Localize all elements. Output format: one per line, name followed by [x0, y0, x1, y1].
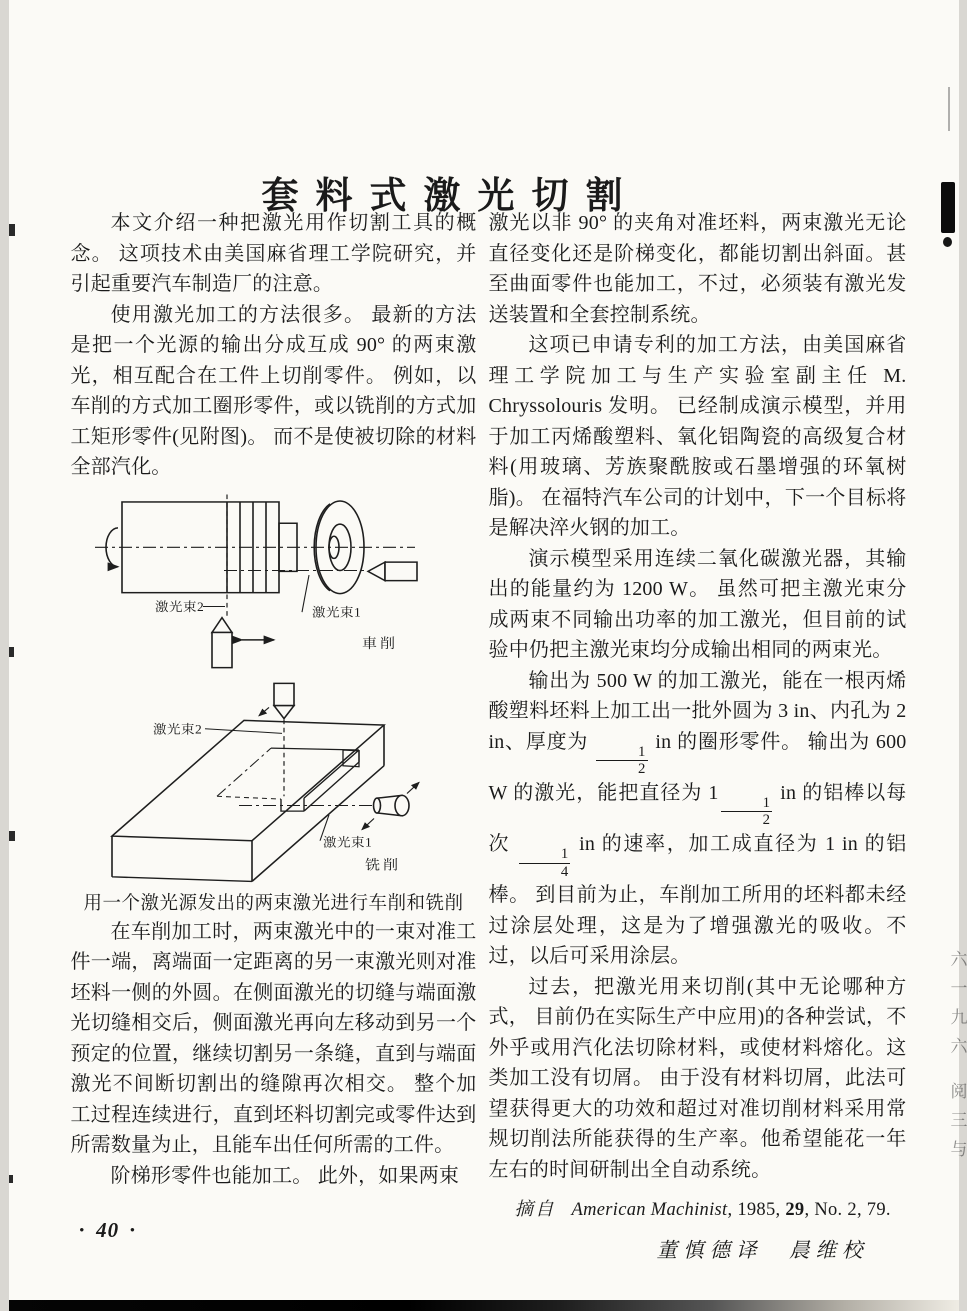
paragraph-with-fractions: 输出为 500 W 的加工激光，能在一根丙烯酸塑料坯料上加工出一批外圆为 3 in、内孔为 2 in、厚度为 $\frac{1}{2}$ in 的圈形零件。 输出为 600 W 的激光，能把直径为 1 $\frac{1}{2}$ in 的铝棒以每次 $\frac{1}{4}$ in 的速率，加工成直径为 1 in 的铝棒。 到目前为止，车削加工所用的坯料都未经过涂层处理，这是为了增强激光的吸收。不过，以后可采用涂层。 [488, 669, 907, 968]
page-number-dot: • [130, 1222, 136, 1237]
slab-sides [112, 725, 384, 881]
scan-edge-tick [9, 647, 14, 657]
left-column [71, 208, 477, 1191]
milling-nozzle-2-body [274, 683, 294, 705]
scan-ink-blob [941, 182, 955, 233]
milling-nozzle-2-tip [274, 705, 294, 718]
milling-beam2-leader-line [205, 728, 282, 733]
turning-and-milling-diagram [71, 489, 481, 887]
translator-credit: 董慎德译 晨维校 [656, 1240, 869, 1263]
page-number-value: 40 [96, 1218, 120, 1242]
margin-bleed-text: 六一九六 阅三与 [947, 950, 967, 1170]
laser-nozzle-2-tip [212, 617, 232, 632]
milling-beam2-label: 激光束2 [152, 721, 202, 736]
citation-prefix: 摘自 [514, 1200, 556, 1221]
paragraph: 演示模型采用连续二氧化碳激光器，其输出的能量约为 1200 W。 虽然可把主激光束分成两束不同输出功率的加工激光，但目前的试验中仍把主激光束均分成输出相同的两束光。 [488, 547, 907, 661]
page-number [69, 1218, 147, 1243]
laser-nozzle-1-tip [368, 562, 385, 581]
turning-label: 車削 [361, 636, 398, 652]
milling-beam1-label: 激光束1 [322, 834, 372, 849]
right-column [489, 208, 907, 1263]
scanned-journal-page [9, 0, 967, 1311]
milling-nozzle-1-mouth [373, 798, 380, 813]
turning-beam1-label: 激光束1 [311, 604, 361, 620]
paragraph: 这项已申请专利的加工方法，由美国麻省理工学院加工与生产实验室副主任 M. Chryssolouris 发明。 已经制成演示模型，并用于加工丙烯酸塑料、氧化铝陶瓷的高级复合材料(用玻璃、芳族聚酰胺或石墨增强的环氧树脂)。 在福特汽车公司的计划中，下一个目标将是解决淬火钢的加工。 [488, 334, 907, 539]
journal-name: American Machinist [571, 1200, 728, 1221]
scan-edge-tick [9, 224, 15, 236]
paragraph: 使用激光加工的方法很多。 最新的方法是把一个光源的输出分成互成 90° 的两束激光，相互配合在工件上切削零件。 例如，以车削的方式加工圈形零件，或以铣削的方式加工矩形零件(见附图)。 而不是使被切除的材料全部汽化。 [70, 303, 477, 478]
beam-direction-arrow-up-icon [407, 782, 419, 793]
milling-nozzle-1-end [395, 795, 409, 815]
pocket-hidden-left-edge [217, 748, 271, 796]
scan-edge-tick [9, 1175, 13, 1183]
paragraph: 激光以非 90° 的夹角对准坯料，两束激光无论直径变化还是阶梯变化，都能切割出斜面。甚至曲面零件也能加工，不过，必须装有激光发送装置和全套控制系统。 [488, 212, 907, 326]
laser-cutting-figure [71, 489, 477, 915]
fraction: $\frac{1}{2}$ [596, 744, 648, 778]
scan-bottom-bar [9, 1300, 959, 1311]
beam1-leader-line [302, 575, 309, 612]
milling-feed-arrow-icon [259, 707, 269, 715]
scan-edge-tick [9, 831, 15, 841]
source-citation [489, 1195, 907, 1221]
page-number-dot: • [79, 1222, 86, 1237]
slab-top-face [112, 720, 384, 840]
turning-beam2-label: 激光束2 [154, 599, 204, 614]
article-title: 套料式激光切割 [261, 175, 640, 217]
fraction: $\frac{1}{4}$ [519, 846, 571, 880]
figure-caption: 用一个激光源发出的两束激光进行车削和铣削 [83, 893, 464, 914]
citation-year: , 1985, [727, 1200, 786, 1221]
laser-nozzle-1-body [385, 562, 417, 581]
pocket-hidden-front-edge [217, 796, 281, 799]
laser-nozzle-2-body [212, 632, 232, 667]
paragraph: 过去，把激光用来切削(其中无论哪种方式， 目前仍在实际生产中应用)的各种尝试，不外乎或用汽化法切除材料，或使材料熔化。这类加工没有切屑。 由于没有材料切屑，此法可望获得更大的功效和超过对准切削材料采用常规切削法所能获得的生产率。他希望能花一年左右的时间研制出全自动系统。 [488, 975, 907, 1181]
citation-pages: , No. 2, 79. [804, 1200, 891, 1221]
fraction: $\frac{1}{2}$ [721, 795, 773, 829]
beam-direction-arrow-down-icon [362, 818, 374, 829]
paragraph: 在车削加工时，两束激光中的一束对准工件一端，离端面一定距离的另一束激光则对准坯料一侧的外圆。在侧面激光的切缝与端面激光切缝相交后，侧面激光再向左移动到另一个预定的位置，继续切割另一条缝，直到与端面激光不间断切割出的缝隙再次相交。 整个加工过程连续进行，直到坯料切割完或零件达到所需数量为止，且能车出任何所需的工件。 [70, 920, 477, 1156]
paragraph: 本文介绍一种把激光用作切割工具的概念。 这项技术由美国麻省理工学院研究，并引起重要汽车制造厂的注意。 [70, 212, 477, 295]
scan-edge-line [948, 87, 950, 131]
scan-ink-dot [943, 237, 952, 247]
citation-volume: 29 [785, 1200, 805, 1221]
paragraph: 阶梯形零件也能加工。 此外，如果两束 [110, 1164, 460, 1187]
milling-label: 铣削 [364, 857, 401, 873]
